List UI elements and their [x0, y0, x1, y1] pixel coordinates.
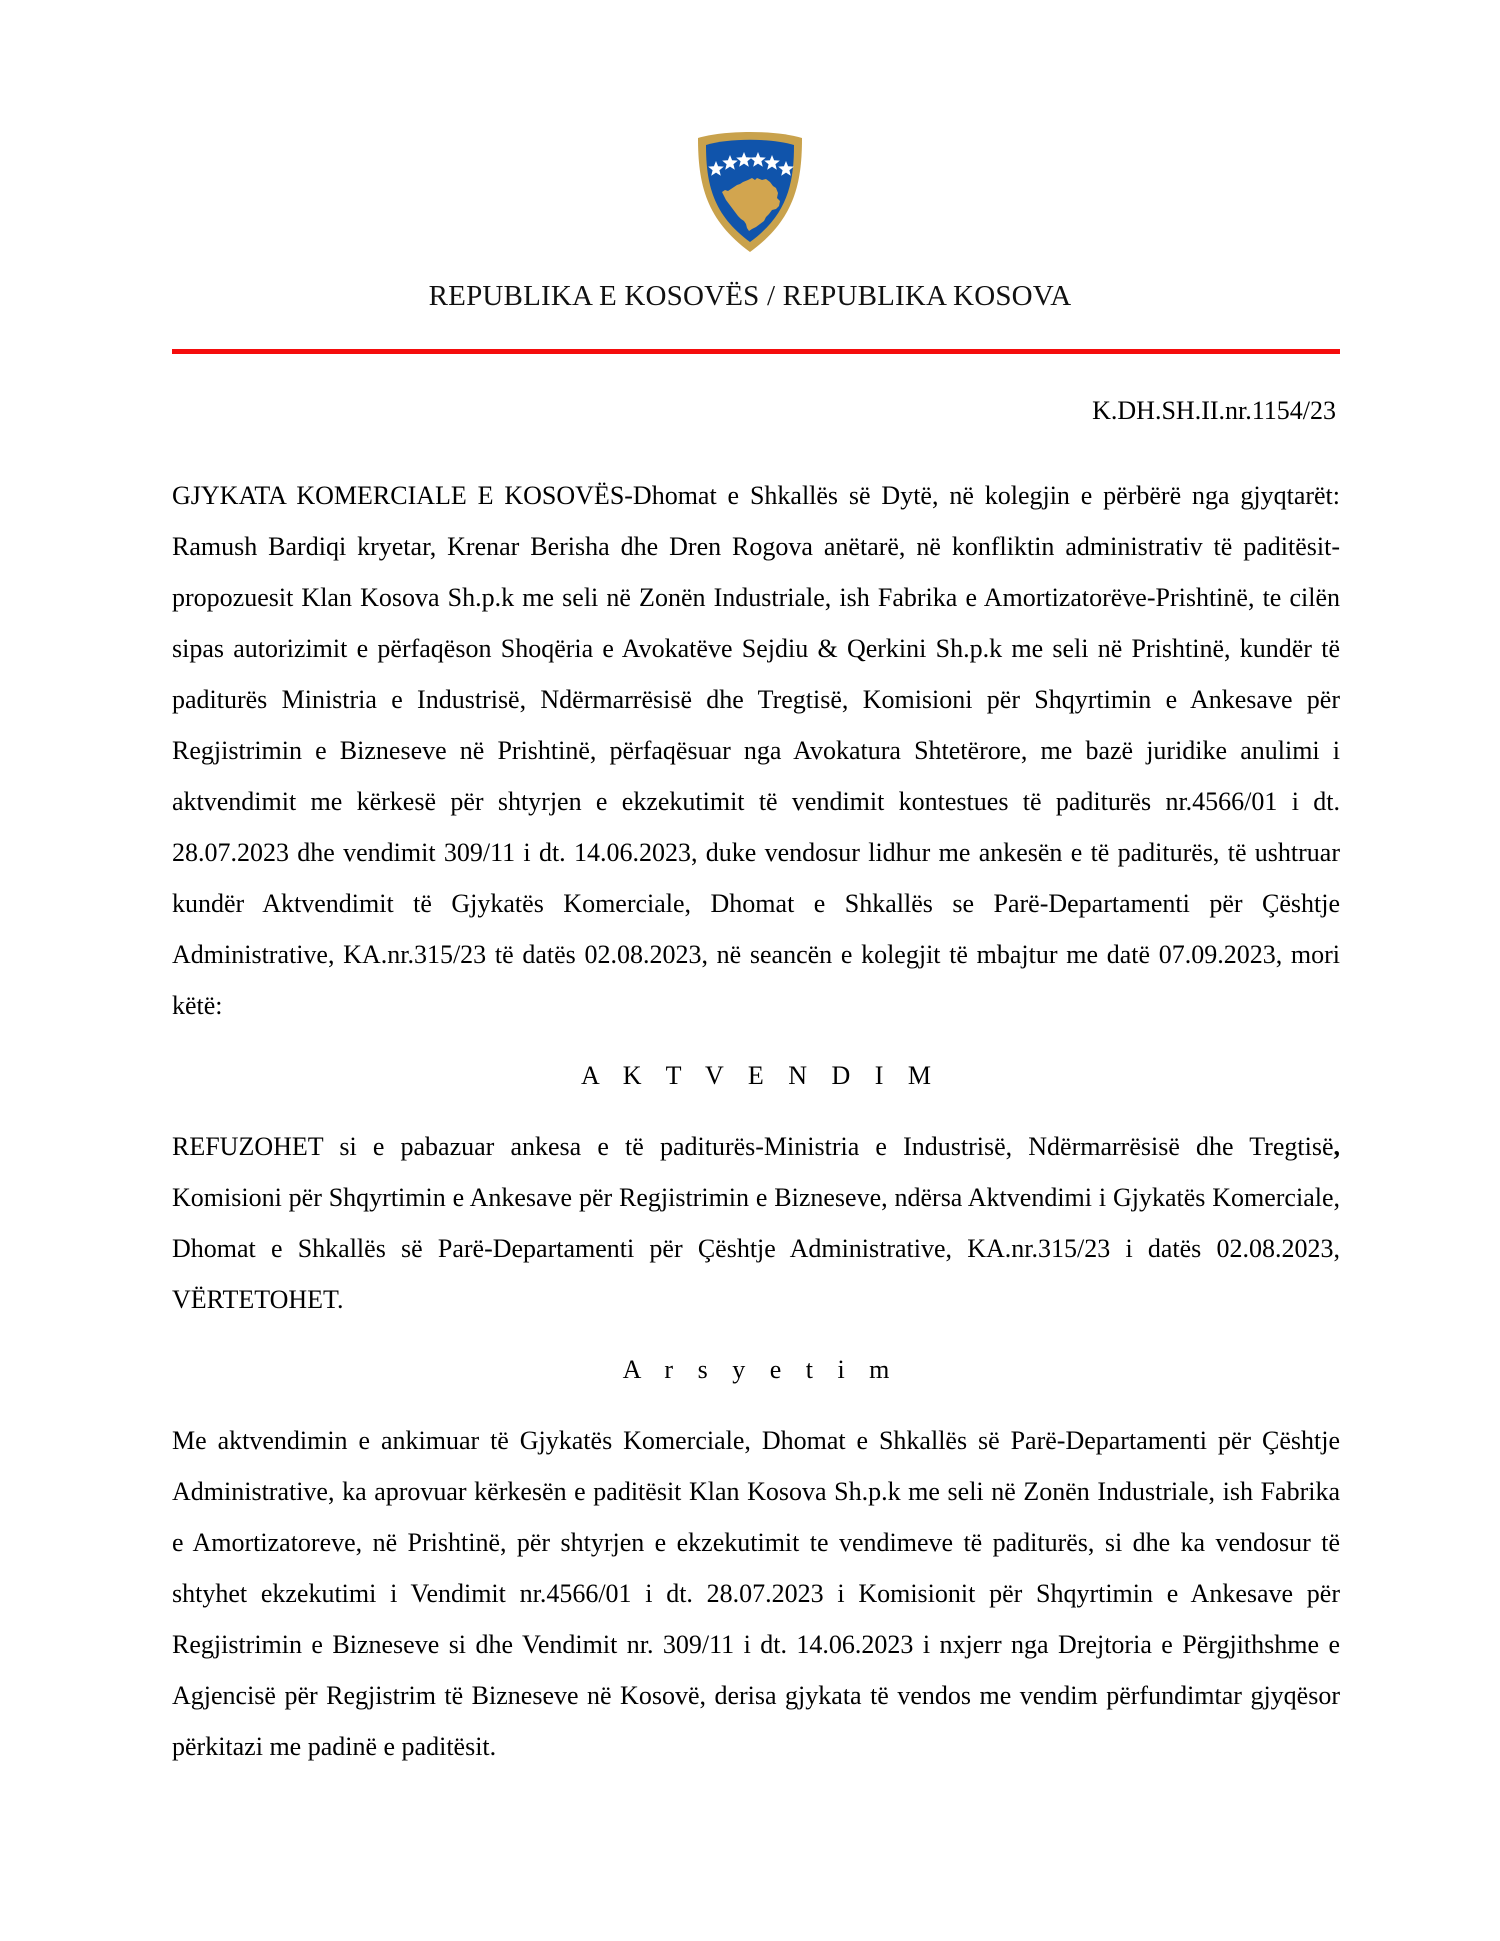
ruling-bold-comma: ,: [1333, 1132, 1340, 1161]
document-body: [172, 396, 1340, 1772]
heading-arsyetim: A r s y e t i m: [622, 1355, 899, 1384]
document-header: [0, 0, 1500, 313]
republic-title: REPUBLIKA E KOSOVËS / REPUBLIKA KOSOVA: [428, 280, 1072, 312]
ruling-text-part-2: Komisioni për Shqyrtimin e Ankesave për Regjistrimin e Bizneseve, ndërsa Aktvendimi i Gjykatës Komerciale, Dhomat e Shkallës së Parë-Departamenti për Çështje Administrative, KA.nr.315/23 i datës 02.08.2023, VËRTETOHET.: [172, 1183, 1340, 1314]
kosovo-coat-of-arms-icon: [694, 128, 806, 254]
reasoning-paragraph: Me aktvendimin e ankimuar të Gjykatës Komerciale, Dhomat e Shkallës së Parë-Departamenti për Çështje Administrative, ka aprovuar kërkesën e paditësit Klan Kosova Sh.p.k me seli në Zonën Industriale, ish Fabrika e Amortizatoreve, në Prishtinë, për shtyrjen e ekzekutimit te vendimeve të paditurës, si dhe ka vendosur të shtyhet ekzekutimi i Vendimit nr.4566/01 i dt. 28.07.2023 i Komisionit për Shqyrtimin e Ankesave për Regjistrimin e Bizneseve si dhe Vendimit nr. 309/11 i dt. 14.06.2023 i nxjerr nga Drejtoria e Përgjithshme e Agjencisë për Regjistrim të Bizneseve në Kosovë, derisa gjykata të vendos me vendim përfundimtar gjyqësor përkitazi me padinë e paditësit.: [172, 1426, 1340, 1761]
intro-paragraph: GJYKATA KOMERCIALE E KOSOVËS-Dhomat e Shkallës së Dytë, në kolegjin e përbërë nga gjyqtarët: Ramush Bardiqi kryetar, Krenar Berisha dhe Dren Rogova anëtarë, në konfliktin administrativ të paditësit-propozuesit Klan Kosova Sh.p.k me seli në Zonën Industriale, ish Fabrika e Amortizatorëve-Prishtinë, te cilën sipas autorizimit e përfaqëson Shoqëria e Avokatëve Sejdiu & Qerkini Sh.p.k me seli në Prishtinë, kundër të paditurës Ministria e Industrisë, Ndërmarrësisë dhe Tregtisë, Komisioni për Shqyrtimin e Ankesave për Regjistrimin e Bizneseve në Prishtinë, përfaqësuar nga Avokatura Shtetërore, me bazë juridike anulimi i aktvendimit me kërkesë për shtyrjen e ekzekutimit të vendimit kontestues të paditurës nr.4566/01 i dt. 28.07.2023 dhe vendimit 309/11 i dt. 14.06.2023, duke vendosur lidhur me ankesën e të paditurës, të ushtruar kundër Aktvendimit të Gjykatës Komerciale, Dhomat e Shkallës se Parë-Departamenti për Çështje Administrative, KA.nr.315/23 të datës 02.08.2023, në seancën e kolegjit të mbajtur me datë 07.09.2023, mori këtë:: [172, 481, 1340, 1020]
ruling-text-part-1: REFUZOHET si e pabazuar ankesa e të paditurës-Ministria e Industrisë, Ndërmarrësisë dhe Tregtisë: [172, 1132, 1334, 1161]
case-number: K.DH.SH.II.nr.1154/23: [1092, 396, 1336, 425]
heading-aktvendim: A K T V E N D I M: [580, 1061, 941, 1090]
header-divider-rule: [172, 349, 1340, 354]
ruling-paragraph: [172, 1121, 1340, 1325]
